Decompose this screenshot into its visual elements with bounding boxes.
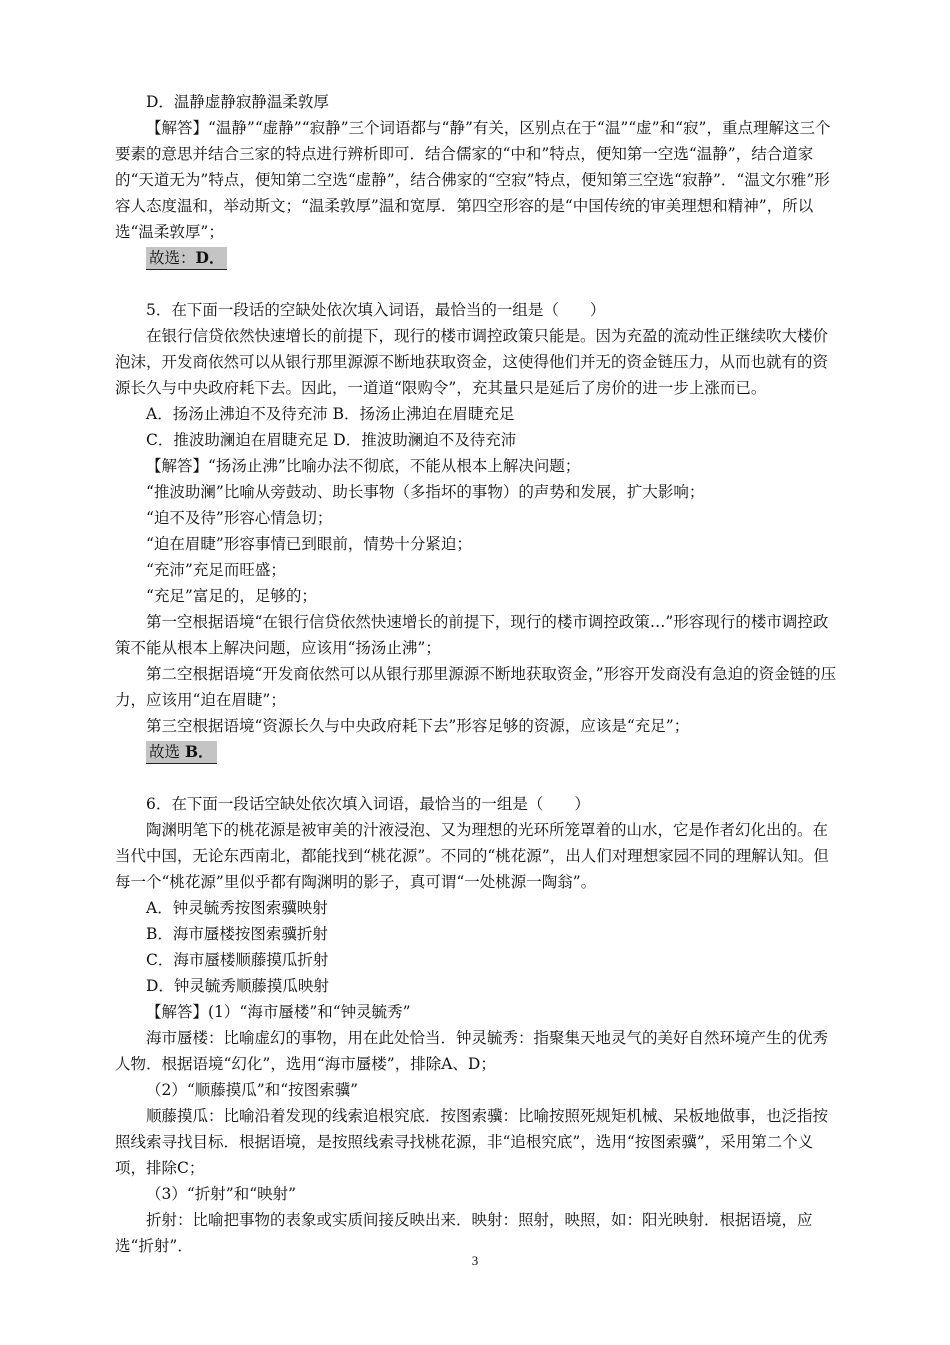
q6-analysis-3: （2）“顺藤摸瓜”和“按图索骥” (146, 1081, 359, 1099)
q6-passage: 陶渊明笔下的桃花源是被审美的汁液浸泡、又为理想的光环所笼罩着的山水，它是作者幻化出的。在当代中国，无论东西南北，都能找到“桃花源”。不同的“桃花源”，出人们对理想家园不同的理解认知。但每一个“桃花源”里似乎都有陶渊明的影子，真可谓“一处桃源一陶翁”。 (115, 821, 829, 891)
q5-analysis-2: “推波助澜”比喻从旁鼓动、助长事物（多指坏的事物）的声势和发展，扩大影响； (146, 483, 705, 501)
q6-analysis-6: 折射：比喻把事物的表象或实质间接反映出来．映射：照射，映照，如：阳光映射．根据语境，应选“折射”． (115, 1211, 813, 1255)
q5-passage: 在银行信贷依然快速增长的前提下，现行的楼市调控政策只能是。因为充盈的流动性正继续吹大楼价泡沫，开发商依然可以从银行那里源源不断地获取资金，这使得他们并无的资金链压力，从而也就有的资源长久与中央政府耗下去。因此，一道道“限购令”，充其量只是延后了房价的进一步上涨而已。 (115, 327, 829, 397)
q5-answer-prefix: 故选 (149, 743, 185, 761)
q6-option-b: B．海市蜃楼按图索骥折射 (146, 925, 328, 943)
page-body (115, 89, 841, 1259)
q6-analysis-5: （3）“折射”和“映射” (146, 1185, 297, 1203)
q5-answer-line (115, 739, 841, 765)
q5-analysis-1: 【解答】“扬汤止沸”比喻办法不彻底，不能从根本上解决问题； (146, 457, 581, 475)
q5-analysis-4: “迫在眉睫”形容事情已到眼前，情势十分紧迫； (146, 535, 472, 553)
q4-analysis: 【解答】“温静”“虚静”“寂静”三个词语都与“静”有关，区别点在于“温”“虚”和“寂”，重点理解这三个要素的意思并结合三家的特点进行辨析即可．结合儒家的“中和”特点，便知第一空选“温静”，结合道家的“天道无为”特点，便知第二空选“虚静”，结合佛家的“空寂”特点，便知第三空选“寂静”．“温文尔雅”形容人态度温和，举动斯文；“温柔敦厚”温和宽厚．第四空形容的是“中国传统的审美理想和精神”，所以选“温柔敦厚”； (115, 119, 831, 241)
page-number: 3 (471, 1253, 479, 1268)
q5-answer-highlight (146, 741, 217, 764)
q5-analysis-3: “迫不及待”形容心情急切； (146, 509, 333, 527)
q5-analysis-7: 第一空根据语境“在银行信贷依然快速增长的前提下，现行的楼市调控政策…”形容现行的楼市调控政策不能从根本上解决问题，应该用“扬汤止沸”； (115, 613, 829, 657)
q5-answer-letter: B． (184, 742, 214, 761)
q6-analysis-4: 顺藤摸瓜：比喻沿着发现的线索追根究底．按图索骥：比喻按照死规矩机械、呆板地做事，也泛指按照线索寻找目标．根据语境，是按照线索寻找桃花源，非“追根究底”，选用“按图索骥”，采用第二个义项，排除C； (115, 1107, 829, 1177)
q6-analysis-2: 海市蜃楼：比喻虚幻的事物，用在此处恰当．钟灵毓秀：指聚集天地灵气的美好自然环境产生的优秀人物．根据语境“幻化”，选用“海市蜃楼”，排除A、D； (115, 1029, 829, 1073)
q6-option-d: D．钟灵毓秀顺藤摸瓜映射 (146, 977, 329, 995)
q5-analysis-9: 第三空根据语境“资源长久与中央政府耗下去”形容足够的资源，应该是“充足”； (146, 717, 690, 735)
q6-option-c: C．海市蜃楼顺藤摸瓜折射 (146, 951, 329, 969)
q5-options-ab: A．扬汤止沸迫不及待充沛 B．扬汤止沸迫在眉睫充足 (146, 405, 515, 423)
q5-analysis-8: 第二空根据语境“开发商依然可以从银行那里源源不断地获取资金，”形容开发商没有急迫的资金链的压力，应该用“迫在眉睫”； (115, 665, 837, 709)
q5-options-cd: C．推波助澜迫在眉睫充足 D．推波助澜迫不及待充沛 (146, 431, 517, 449)
q5-stem: 5．在下面一段话的空缺处依次填入词语，最恰当的一组是（ ） (146, 301, 606, 319)
q4-answer-highlight (146, 247, 227, 270)
q4-option-d: D．温静虚静寂静温柔敦厚 (146, 93, 329, 111)
q6-stem: 6．在下面一段话空缺处依次填入词语，最恰当的一组是（ ） (146, 795, 590, 813)
q5-analysis-6: “充足”富足的，足够的； (146, 587, 317, 605)
q5-analysis-5: “充沛”充足而旺盛； (146, 561, 286, 579)
q4-answer-prefix: 故选： (149, 249, 196, 267)
q4-answer-line (115, 245, 841, 271)
q4-answer-letter: D． (195, 248, 225, 267)
spacer (115, 765, 841, 791)
q6-option-a: A．钟灵毓秀按图索骥映射 (146, 899, 328, 917)
q6-analysis-1: 【解答】(1）“海市蜃楼”和“钟灵毓秀” (146, 1003, 411, 1021)
spacer (115, 271, 841, 297)
